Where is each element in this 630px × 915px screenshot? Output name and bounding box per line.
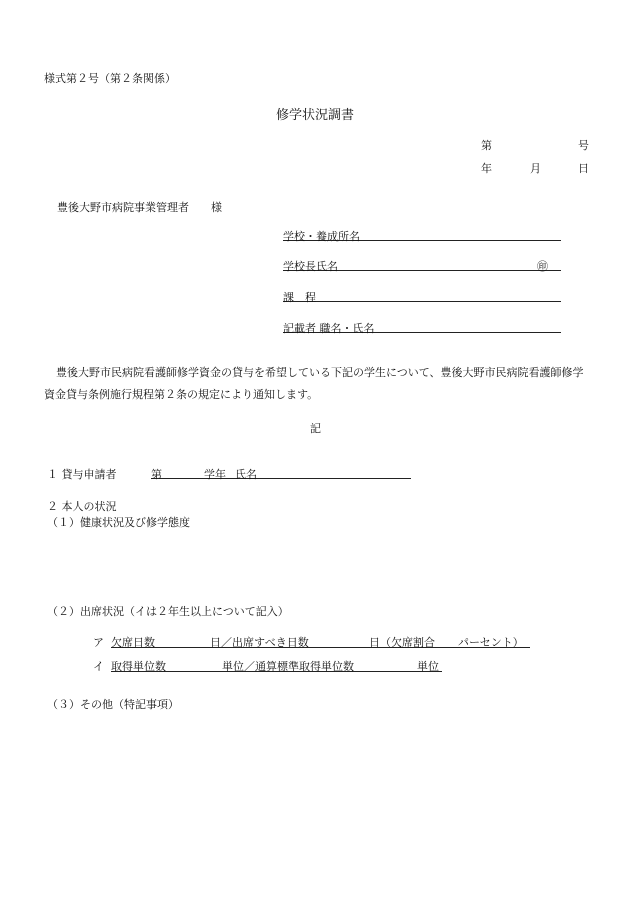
date-month: 月	[530, 162, 541, 175]
ki-heading: 記	[310, 422, 321, 435]
required-days-label: 日／出席すべき日数	[210, 636, 309, 649]
date-day: 日	[578, 162, 589, 175]
course-label: 課 程	[283, 291, 316, 304]
number-prefix: 第	[481, 139, 492, 152]
school-name-label: 学校・養成所名	[283, 230, 360, 243]
attendance-i-line[interactable]	[111, 658, 442, 672]
standard-units-label: 単位／通算標準取得単位数	[222, 660, 354, 673]
addressee: 豊後大野市病院事業管理者 様	[57, 201, 222, 214]
principal-name-line[interactable]	[283, 258, 561, 271]
recorder-label: 記載者 職名・氏名	[283, 322, 375, 335]
attendance-a-line[interactable]	[111, 634, 530, 648]
course-line[interactable]	[283, 289, 561, 302]
item2-sub3: （３）その他（特記事項）	[47, 698, 179, 711]
item1-label: １ 貸与申請者	[47, 468, 117, 481]
percent-label: パーセント）	[458, 636, 524, 649]
school-name-line[interactable]	[283, 228, 561, 241]
item2-sub1: （１）健康状況及び修学態度	[47, 516, 190, 529]
absent-days-label: 欠席日数	[111, 636, 155, 649]
units-suffix-label: 単位	[417, 660, 439, 673]
applicant-name-label: 氏名	[235, 468, 257, 481]
item2-label: ２ 本人の状況	[47, 500, 117, 513]
grade-prefix: 第	[151, 468, 162, 481]
principal-name-label: 学校長氏名	[283, 260, 338, 273]
document-title: 修学状況調書	[276, 108, 355, 123]
form-reference: 様式第２号（第２条関係）	[44, 72, 176, 85]
grade-suffix: 学年	[204, 468, 226, 481]
date-year: 年	[481, 162, 492, 175]
notice-paragraph: 豊後大野市民病院看護師修学資金の貸与を希望している下記の学生について、豊後大野市民病院看護師修学資金貸与条例施行規程第２条の規定により通知します。	[44, 366, 584, 401]
recorder-line[interactable]	[283, 320, 561, 333]
applicant-line[interactable]	[151, 466, 411, 479]
units-earned-label: 取得単位数	[111, 660, 166, 673]
attendance-a-mark: ア	[93, 636, 104, 649]
absence-ratio-label: 日（欠席割合	[369, 636, 435, 649]
item2-sub2: （２）出席状況（イは２年生以上について記入）	[47, 605, 289, 618]
attendance-i-mark: イ	[93, 660, 104, 673]
number-suffix: 号	[578, 139, 589, 152]
seal-mark: ㊞	[537, 260, 548, 273]
